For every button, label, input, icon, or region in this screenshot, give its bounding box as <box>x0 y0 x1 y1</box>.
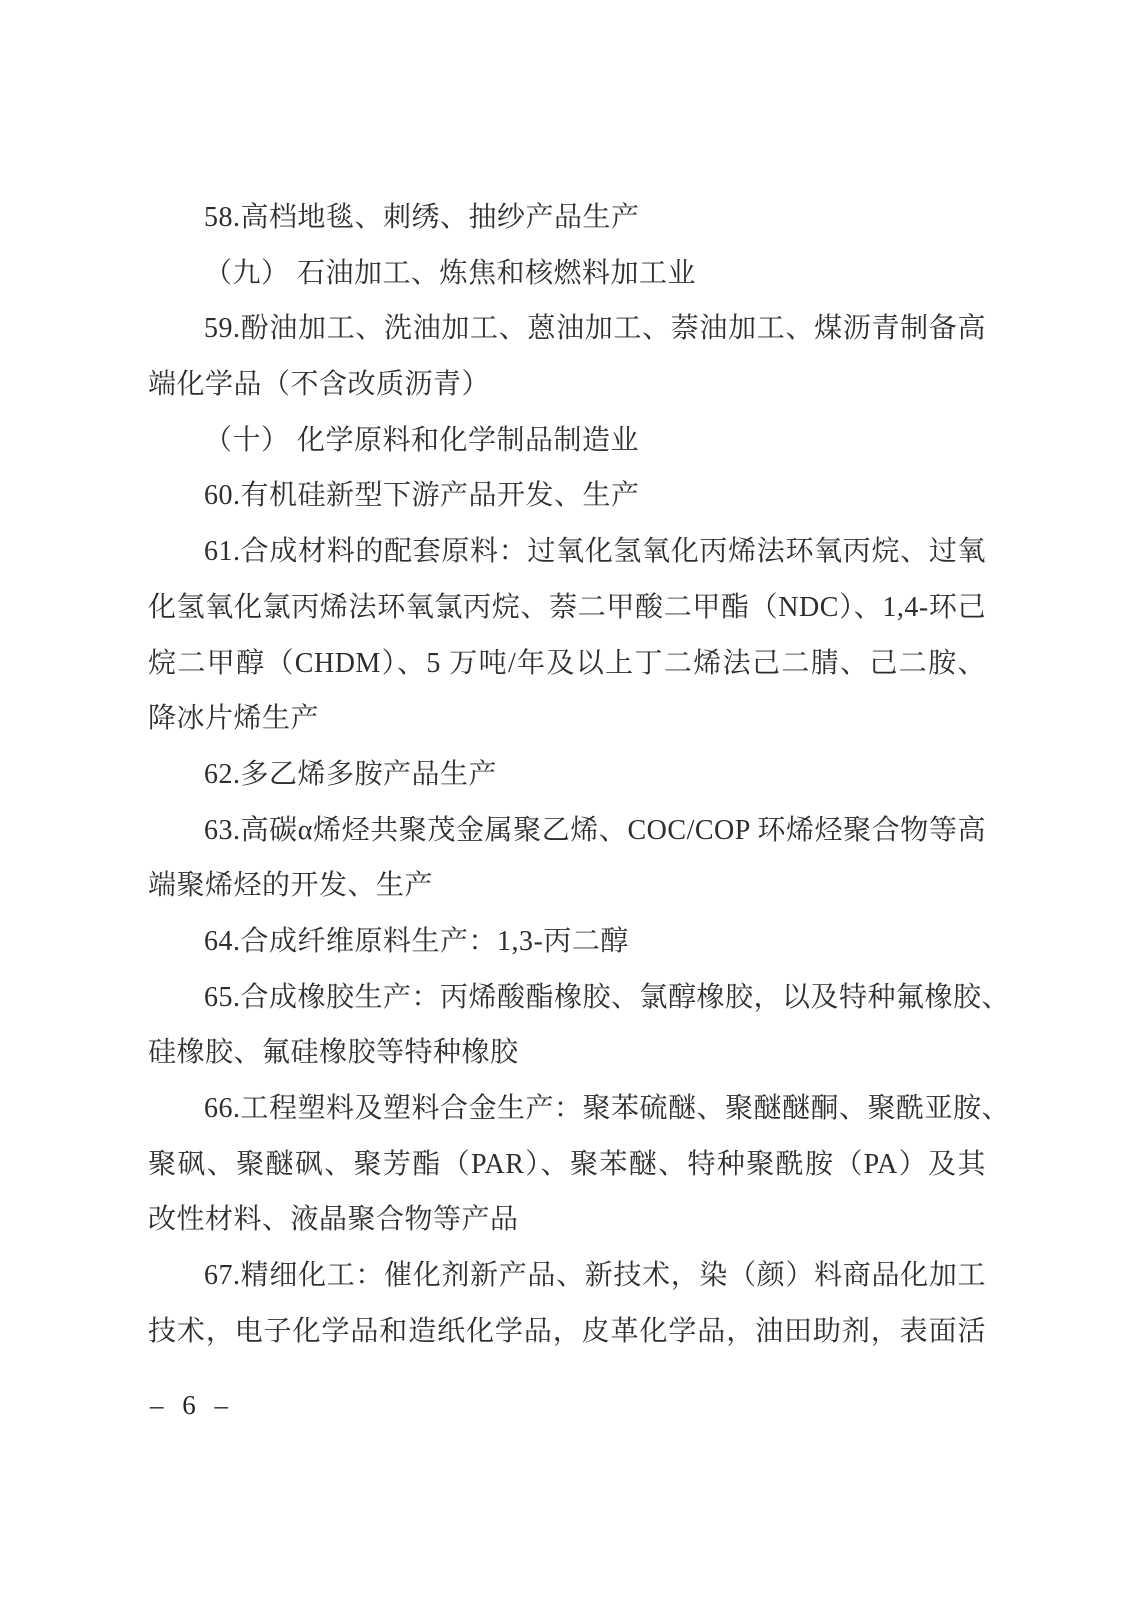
item-67-line1: 67.精细化工：催化剂新产品、新技术，染（颜）料商品化加工 <box>204 1260 986 1292</box>
item-61-line1: 61.合成材料的配套原料：过氧化氢氧化丙烯法环氧丙烷、过氧 <box>204 536 986 568</box>
item-66-line1: 66.工程塑料及塑料合金生产：聚苯硫醚、聚醚醚酮、聚酰亚胺、 <box>204 1093 1011 1124</box>
item-67-line2: 技术，电子化学品和造纸化学品，皮革化学品，油田助剂，表面活 <box>148 1315 986 1347</box>
item-60: 60.有机硅新型下游产品开发、生产 <box>204 480 640 512</box>
section-heading-10: （十） 化学原料和化学制品制造业 <box>204 424 640 456</box>
item-61-line2: 化氢氧化氯丙烯法环氧氯丙烷、萘二甲酸二甲酯（NDC）、1,4-环己 <box>148 591 986 623</box>
item-63-line2: 端聚烯烃的开发、生产 <box>148 870 434 902</box>
item-64: 64.合成纤维原料生产：1,3-丙二醇 <box>204 925 629 957</box>
section-heading-9: （九） 石油加工、炼焦和核燃料加工业 <box>204 257 697 289</box>
item-61-line4: 降冰片烯生产 <box>148 703 320 735</box>
document-text-block <box>148 190 1011 1359</box>
item-58: 58.高档地毯、刺绣、抽纱产品生产 <box>204 202 640 233</box>
item-61-line3: 烷二甲醇（CHDM）、5 万吨/年及以上丁二烯法己二腈、己二胺、 <box>148 647 986 679</box>
item-62: 62.多乙烯多胺产品生产 <box>204 758 498 790</box>
item-65-line2: 硅橡胶、氟硅橡胶等特种橡胶 <box>148 1037 519 1069</box>
item-66-line2: 聚砜、聚醚砜、聚芳酯（PAR）、聚苯醚、特种聚酰胺（PA）及其 <box>148 1148 986 1180</box>
item-63-line1: 63.高碳α烯烃共聚茂金属聚乙烯、COC/COP 环烯烃聚合物等高 <box>204 814 986 846</box>
item-65-line1: 65.合成橡胶生产：丙烯酸酯橡胶、氯醇橡胶，以及特种氟橡胶、 <box>204 981 1011 1013</box>
item-59-line1: 59.酚油加工、洗油加工、蒽油加工、萘油加工、煤沥青制备高 <box>204 313 986 345</box>
page-number: – 6 – <box>150 1390 234 1420</box>
item-66-line3: 改性材料、液晶聚合物等产品 <box>148 1204 519 1236</box>
item-59-line2: 端化学品（不含改质沥青） <box>148 369 491 401</box>
